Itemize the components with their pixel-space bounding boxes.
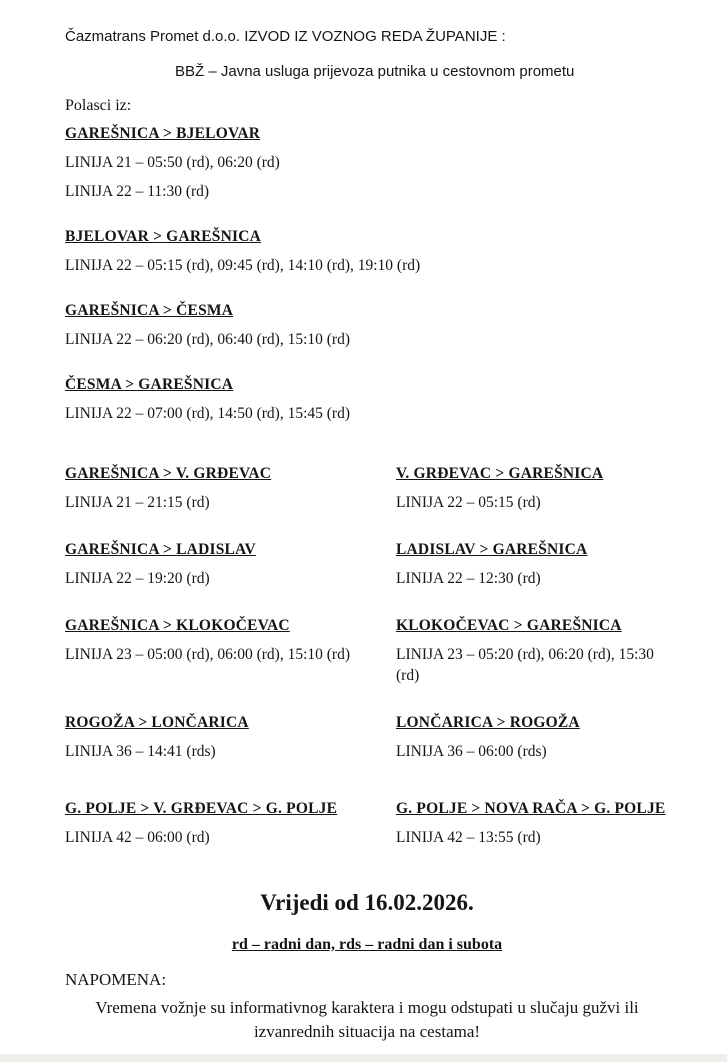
- route-line: LINIJA 42 – 13:55 (rd): [396, 829, 541, 846]
- route-line: LINIJA 36 – 14:41 (rds): [65, 743, 216, 760]
- route-heading: GAREŠNICA > KLOKOČEVAC: [65, 617, 290, 634]
- single-column-routes: [65, 124, 669, 424]
- route-line: LINIJA 22 – 11:30 (rd): [65, 183, 210, 200]
- route-heading: GAREŠNICA > LADISLAV: [65, 541, 256, 558]
- route-line: LINIJA 36 – 06:00 (rds): [396, 743, 547, 760]
- route-heading: LONČARICA > ROGOŽA: [396, 714, 580, 731]
- route-line: LINIJA 22 – 07:00 (rd), 14:50 (rd), 15:45 (rd): [65, 405, 350, 422]
- route-section: [396, 464, 669, 513]
- route-section: [65, 616, 396, 686]
- route-section: [396, 799, 669, 848]
- document-subtitle: BBŽ – Javna usluga prijevoza putnika u cestovnom prometu: [175, 63, 575, 80]
- route-pair-row: [65, 464, 669, 513]
- route-heading: G. POLJE > V. GRĐEVAC > G. POLJE: [65, 800, 338, 817]
- route-section: [65, 540, 396, 589]
- route-line: LINIJA 22 – 19:20 (rd): [65, 570, 210, 587]
- route-pair-row: [65, 799, 669, 848]
- valid-from-date: Vrijedi od 16.02.2026.: [260, 890, 474, 915]
- route-section: [65, 301, 669, 350]
- route-line: LINIJA 22 – 06:20 (rd), 06:40 (rd), 15:10 (rd): [65, 331, 350, 348]
- route-heading: G. POLJE > NOVA RAČA > G. POLJE: [396, 800, 666, 817]
- route-heading: GAREŠNICA > BJELOVAR: [65, 125, 261, 142]
- route-pair-row: [65, 540, 669, 589]
- route-section: [65, 464, 396, 513]
- route-section: [396, 540, 669, 589]
- route-line: LINIJA 42 – 06:00 (rd): [65, 829, 210, 846]
- route-heading: ČESMA > GAREŠNICA: [65, 376, 234, 393]
- departures-label: Polasci iz:: [65, 97, 132, 114]
- route-line: LINIJA 23 – 05:00 (rd), 06:00 (rd), 15:10 (rd): [65, 646, 350, 663]
- route-heading: GAREŠNICA > ČESMA: [65, 302, 234, 319]
- route-heading: GAREŠNICA > V. GRĐEVAC: [65, 465, 272, 482]
- route-heading: LADISLAV > GAREŠNICA: [396, 541, 588, 558]
- route-section: [65, 375, 669, 424]
- route-line: LINIJA 21 – 05:50 (rd), 06:20 (rd): [65, 154, 280, 171]
- disclaimer-text: Vremena vožnje su informativnog karaktera i mogu odstupati u slučaju gužvi ili izvanrednih situacija na cestama!: [95, 998, 639, 1041]
- route-pair-row: [65, 616, 669, 686]
- route-heading: KLOKOČEVAC > GAREŠNICA: [396, 617, 622, 634]
- route-line: LINIJA 22 – 12:30 (rd): [396, 570, 541, 587]
- page-bottom-band: [0, 1054, 727, 1062]
- route-line: LINIJA 22 – 05:15 (rd): [396, 494, 541, 511]
- document-title: Čazmatrans Promet d.o.o. IZVOD IZ VOZNOG REDA ŽUPANIJE :: [65, 28, 506, 45]
- route-section: [396, 713, 669, 762]
- route-section: [65, 124, 669, 202]
- route-section: [65, 799, 396, 848]
- route-section: [65, 227, 669, 276]
- route-line: LINIJA 23 – 05:20 (rd), 06:20 (rd), 15:30 (rd): [396, 646, 654, 684]
- route-pair-row: [65, 713, 669, 762]
- route-section: [65, 713, 396, 762]
- route-line: LINIJA 21 – 21:15 (rd): [65, 494, 210, 511]
- route-heading: ROGOŽA > LONČARICA: [65, 714, 249, 731]
- route-heading: BJELOVAR > GAREŠNICA: [65, 228, 262, 245]
- abbreviation-legend: rd – radni dan, rds – radni dan i subota: [231, 936, 503, 953]
- route-heading: V. GRĐEVAC > GAREŠNICA: [396, 465, 604, 482]
- route-line: LINIJA 22 – 05:15 (rd), 09:45 (rd), 14:10 (rd), 19:10 (rd): [65, 257, 421, 274]
- two-column-routes: [65, 464, 669, 848]
- route-section: [396, 616, 669, 686]
- note-label: NAPOMENA:: [65, 970, 167, 989]
